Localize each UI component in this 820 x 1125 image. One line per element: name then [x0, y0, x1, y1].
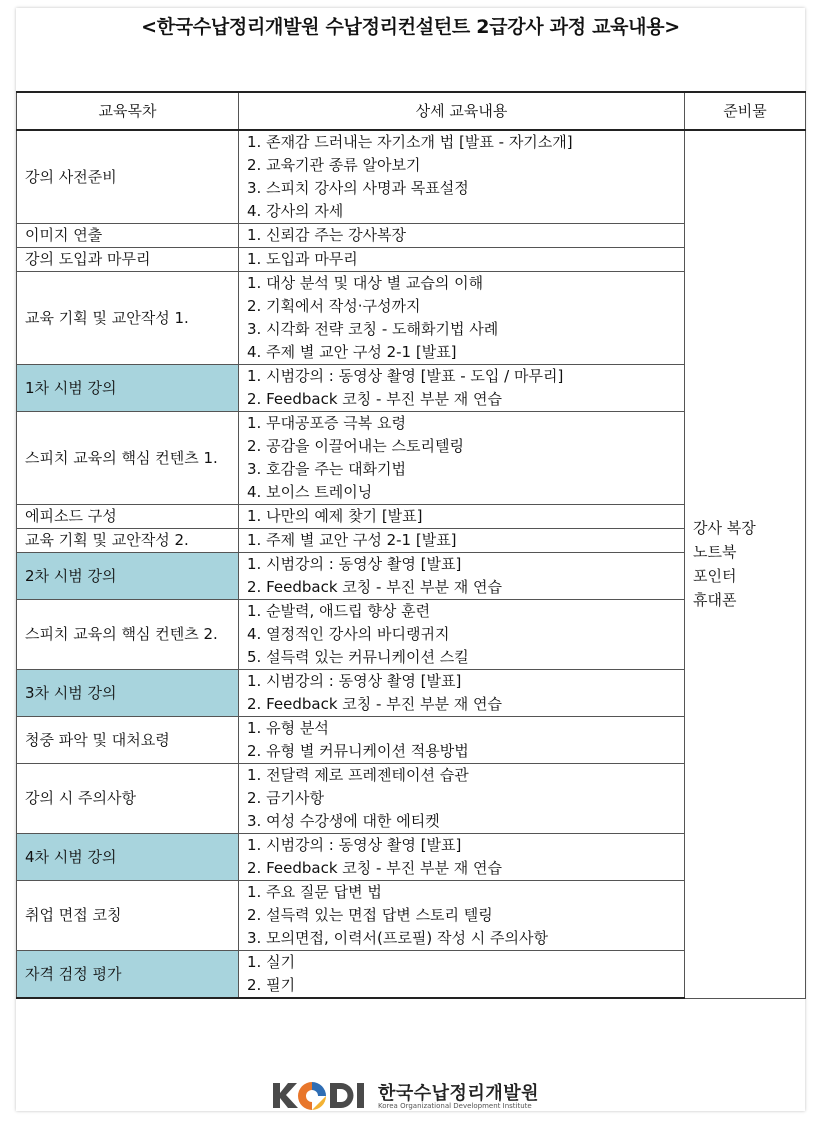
details-cell	[239, 670, 685, 717]
detail-item: 1. 시범강의 : 동영상 촬영 [발표]	[247, 836, 462, 854]
detail-item: 2. 필기	[247, 976, 296, 994]
detail-item: 1. 유형 분석	[247, 719, 329, 737]
header-stage: 교육목차	[17, 92, 239, 130]
org-name-en: Korea Organizational Development Institute	[378, 1102, 532, 1110]
stage-cell: 강의 시 주의사항	[17, 764, 239, 834]
details-cell	[239, 505, 685, 529]
stage-cell: 스피치 교육의 핵심 컨텐츠 1.	[17, 412, 239, 505]
stage-cell: 청중 파악 및 대처요령	[17, 717, 239, 764]
detail-item: 5. 설득력 있는 커뮤니케이션 스킬	[247, 648, 469, 666]
stage-cell: 취업 면접 코칭	[17, 881, 239, 951]
stage-cell: 교육 기획 및 교안작성 1.	[17, 272, 239, 365]
stage-cell: 강의 도입과 마무리	[17, 248, 239, 272]
detail-item: 4. 강사의 자세	[247, 202, 344, 220]
material-item: 강사 복장	[693, 519, 756, 538]
detail-item: 2. Feedback 코칭 - 부진 부분 재 연습	[247, 390, 502, 408]
table-body	[17, 130, 806, 998]
detail-item: 3. 스피치 강사의 사명과 목표설정	[247, 179, 469, 197]
detail-item: 1. 대상 분석 및 대상 별 교습의 이해	[247, 274, 484, 292]
details-cell	[239, 412, 685, 505]
table-header-row	[17, 92, 806, 130]
detail-item: 1. 시범강의 : 동영상 촬영 [발표 - 도입 / 마무리]	[247, 367, 564, 385]
detail-item: 1. 주요 질문 답변 법	[247, 883, 382, 901]
detail-item: 4. 보이스 트레이닝	[247, 483, 373, 501]
stage-cell: 자격 검정 평가	[17, 951, 239, 999]
page-title: <한국수납정리개발원 수납정리컨설턴트 2급강사 과정 교육내용>	[141, 16, 680, 38]
details-cell	[239, 600, 685, 670]
detail-item: 1. 무대공포증 극복 요령	[247, 414, 407, 432]
stage-cell: 2차 시범 강의	[17, 553, 239, 600]
stage-cell: 1차 시범 강의	[17, 365, 239, 412]
table-row	[17, 130, 806, 224]
details-cell	[239, 951, 685, 999]
detail-item: 2. 공감을 이끌어내는 스토리텔링	[247, 437, 464, 455]
materials-cell	[685, 130, 806, 998]
detail-item: 1. 도입과 마무리	[247, 250, 358, 268]
details-cell	[239, 248, 685, 272]
detail-item: 4. 주제 별 교안 구성 2-1 [발표]	[247, 343, 457, 361]
detail-item: 1. 신뢰감 주는 강사복장	[247, 226, 407, 244]
details-cell	[239, 717, 685, 764]
header-materials: 준비물	[685, 92, 806, 130]
detail-item: 3. 여성 수강생에 대한 에티켓	[247, 812, 440, 830]
curriculum-table	[16, 91, 806, 999]
detail-item: 1. 주제 별 교안 구성 2-1 [발표]	[247, 531, 457, 549]
stage-cell: 이미지 연출	[17, 224, 239, 248]
detail-item: 3. 모의면접, 이력서(프로필) 작성 시 주의사항	[247, 929, 548, 947]
detail-item: 2. Feedback 코칭 - 부진 부분 재 연습	[247, 859, 502, 877]
detail-item: 1. 시범강의 : 동영상 촬영 [발표]	[247, 672, 462, 690]
stage-cell: 3차 시범 강의	[17, 670, 239, 717]
details-cell	[239, 130, 685, 224]
detail-item: 2. 설득력 있는 면접 답변 스토리 텔링	[247, 906, 493, 924]
detail-item: 2. 유형 별 커뮤니케이션 적용방법	[247, 742, 469, 760]
logo-text: KODI	[271, 1080, 274, 1081]
material-item: 노트북	[693, 543, 737, 562]
detail-item: 2. 기획에서 작성·구성까지	[247, 297, 421, 315]
footer	[16, 1074, 805, 1111]
header-details: 상세 교육내용	[239, 92, 685, 130]
details-cell	[239, 529, 685, 553]
stage-cell: 교육 기획 및 교안작성 2.	[17, 529, 239, 553]
detail-item: 2. 교육기관 종류 알아보기	[247, 156, 421, 174]
details-cell	[239, 224, 685, 248]
stage-cell: 스피치 교육의 핵심 컨텐츠 2.	[17, 600, 239, 670]
detail-item: 4. 열정적인 강사의 바디랭귀지	[247, 625, 450, 643]
stage-cell: 강의 사전준비	[17, 130, 239, 224]
material-item: 포인터	[693, 567, 737, 586]
details-cell	[239, 764, 685, 834]
detail-item: 1. 실기	[247, 953, 296, 971]
details-cell	[239, 553, 685, 600]
detail-item: 1. 나만의 예제 찾기 [발표]	[247, 507, 423, 525]
details-cell	[239, 881, 685, 951]
detail-item: 1. 전달력 제로 프레젠테이션 습관	[247, 766, 469, 784]
detail-item: 3. 시각화 전략 코칭 - 도해화기법 사례	[247, 320, 499, 338]
detail-item: 2. Feedback 코칭 - 부진 부분 재 연습	[247, 578, 502, 596]
details-cell	[239, 365, 685, 412]
detail-item: 1. 존재감 드러내는 자기소개 법 [발표 - 자기소개]	[247, 133, 573, 151]
details-cell	[239, 834, 685, 881]
detail-item: 2. 금기사항	[247, 789, 325, 807]
stage-cell: 에피소드 구성	[17, 505, 239, 529]
detail-item: 1. 시범강의 : 동영상 촬영 [발표]	[247, 555, 462, 573]
detail-item: 3. 호감을 주는 대화기법	[247, 460, 407, 478]
detail-item: 2. Feedback 코칭 - 부진 부분 재 연습	[247, 695, 502, 713]
material-item: 휴대폰	[693, 591, 737, 610]
details-cell	[239, 272, 685, 365]
document-page	[16, 8, 805, 1111]
stage-cell: 4차 시범 강의	[17, 834, 239, 881]
org-name-kr: 한국수납정리개발원	[378, 1083, 539, 1104]
kodi-logo-icon	[271, 1080, 371, 1110]
detail-item: 1. 순발력, 애드립 향상 훈련	[247, 602, 431, 620]
